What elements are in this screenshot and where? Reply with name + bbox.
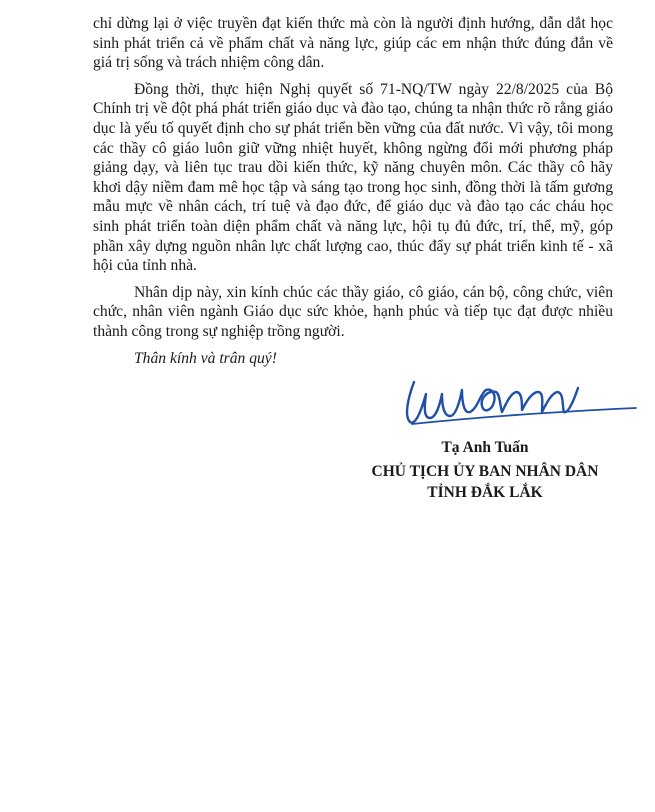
handwritten-signature (400, 360, 640, 440)
letter-body (93, 14, 613, 368)
paragraph-resolution: Đồng thời, thực hiện Nghị quyết số 71-NQ/TW ngày 22/8/2025 của Bộ Chính trị về đột phá phát triển giáo dục và đào tạo, chúng ta nhận thức rõ rằng giáo dục là yếu tố quyết định cho sự phát triển bền vững của đất nước. Vì vậy, tôi mong các thầy cô giáo luôn giữ vững nhiệt huyết, không ngừng đổi mới phương pháp giảng dạy, và liên tục trau dồi kiến thức, kỹ năng chuyên môn. Các thầy cô hãy khơi dậy niềm đam mê học tập và sáng tạo trong học sinh, đồng thời là tấm gương mẫu mực về nhân cách, trí tuệ và đạo đức, để giáo dục và đào tạo các cháu học sinh phát triển toàn diện phẩm chất và năng lực, hội tụ đủ đức, trí, thể, mỹ, góp phần xây dựng nguồn nhân lực chất lượng cao, thúc đẩy sự phát triển kinh tế - xã hội của tỉnh nhà. (93, 80, 613, 275)
signer-title: CHỦ TỊCH ỦY BAN NHÂN DÂN (371, 463, 599, 480)
closing-line: Thân kính và trân quý! (134, 349, 277, 367)
paragraph-continued: chỉ dừng lại ở việc truyền đạt kiến thức mà còn là người định hướng, dẫn dắt học sinh phát triển cả về phẩm chất và năng lực, giúp các em nhận thức đúng đắn về giá trị sống và trách nhiệm công dân. (93, 15, 613, 72)
signer-name: Tạ Anh Tuấn (441, 439, 529, 456)
paragraph-wishes: Nhân dịp này, xin kính chúc các thầy giáo, cô giáo, cán bộ, công chức, viên chức, nhân viên ngành Giáo dục sức khỏe, hạnh phúc và tiếp tục đạt được nhiều thành công trong sự nghiệp trồng người. (93, 283, 613, 340)
signer-organization: TỈNH ĐẮK LẮK (427, 484, 543, 501)
